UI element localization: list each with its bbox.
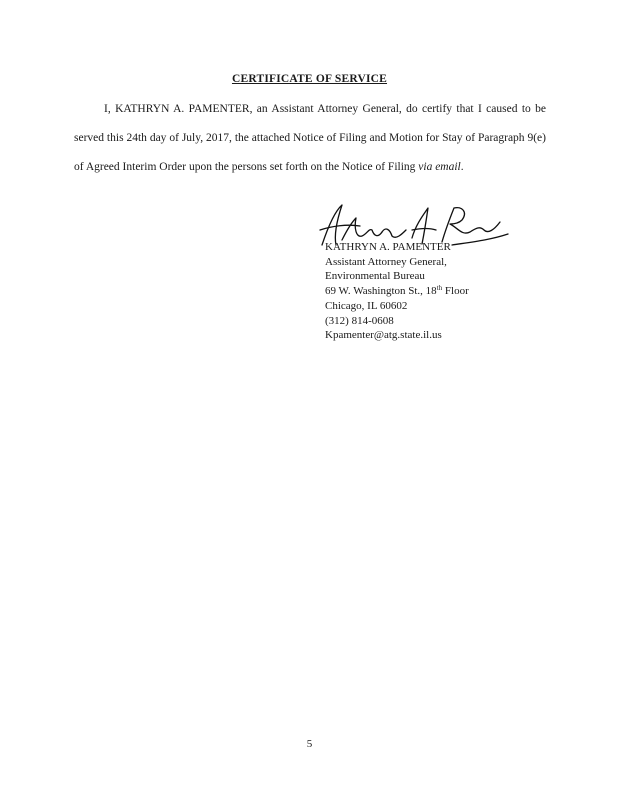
signer-address	[325, 284, 565, 299]
signer-email: Kpamenter@atg.state.il.us	[325, 329, 442, 342]
certificate-body	[74, 95, 546, 182]
address-floor: Floor	[442, 285, 469, 298]
certificate-italic-text: via email	[418, 161, 461, 173]
signature-block	[325, 240, 565, 343]
signer-title: Assistant Attorney General,	[325, 255, 447, 268]
certificate-heading: CERTIFICATE OF SERVICE	[231, 73, 388, 85]
address-street: 69 W. Washington St., 18	[325, 285, 437, 298]
certificate-text: I, KATHRYN A. PAMENTER, an Assistant Attorney General, do certify that I caused to be served this 24th day of July, 2017, the attached Notice of Filing and Motion for Stay of Paragraph 9(e) of Agreed Interim Order upon the persons set forth on the Notice of Filing	[74, 103, 546, 173]
page-number: 5	[306, 738, 313, 750]
signer-city: Chicago, IL 60602	[325, 299, 408, 312]
signer-phone: (312) 814-0608	[325, 314, 394, 327]
certificate-end: .	[460, 161, 464, 173]
signer-bureau: Environmental Bureau	[325, 270, 425, 283]
signer-name: KATHRYN A. PAMENTER	[325, 241, 451, 253]
address-ordinal-suffix: th	[436, 284, 443, 293]
